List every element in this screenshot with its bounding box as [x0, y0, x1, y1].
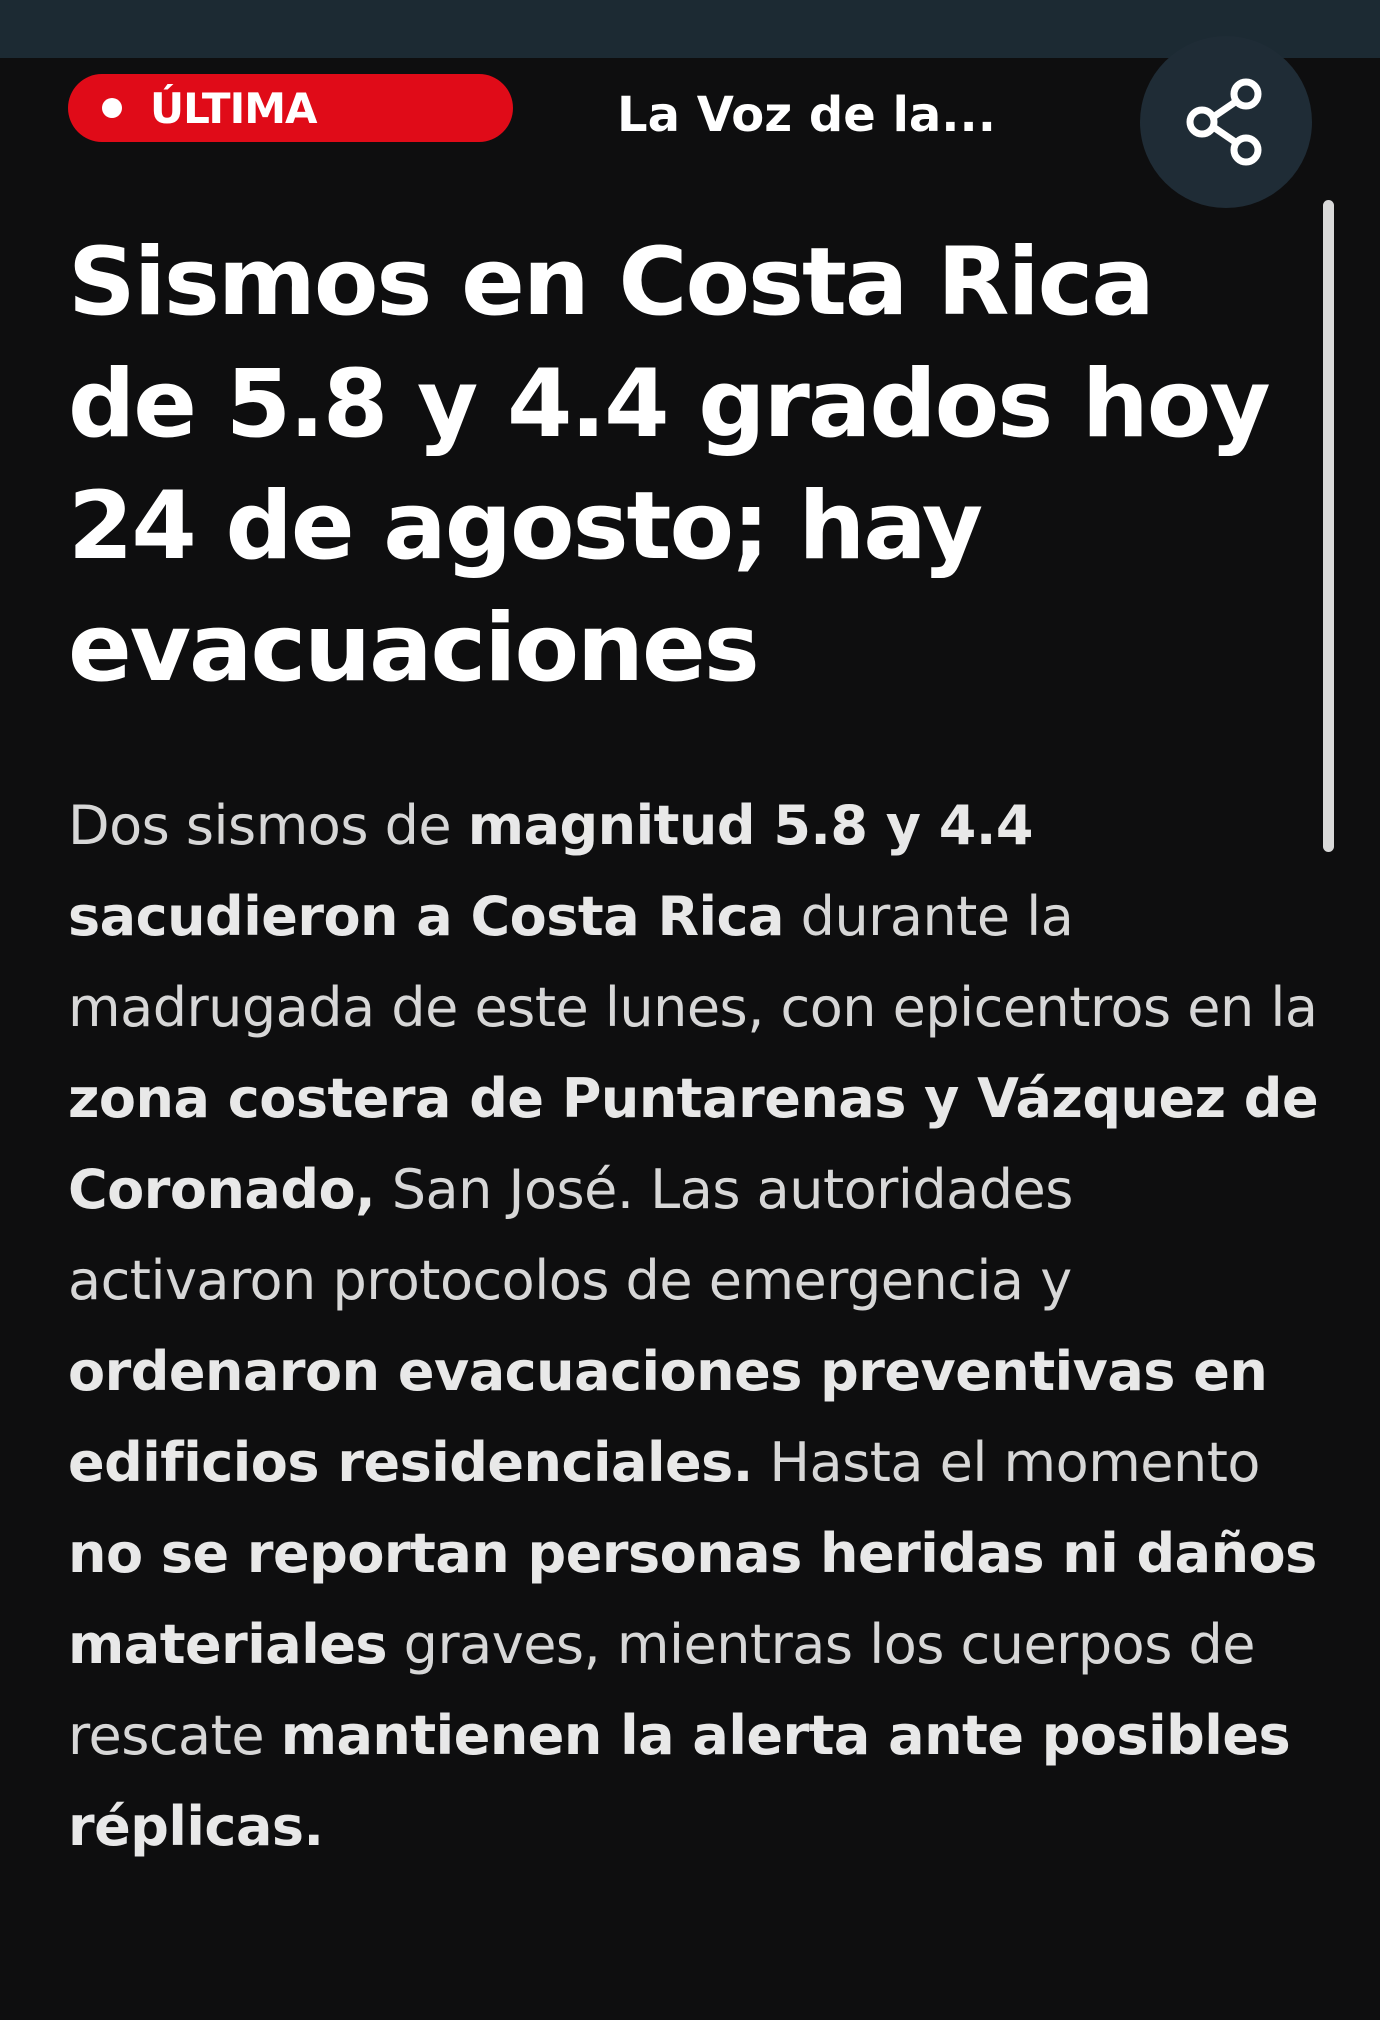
body-text: graves, mientras los cuerpos de rescate [68, 1613, 1255, 1767]
live-dot-icon [102, 98, 122, 118]
body-text: Dos sismos de [68, 794, 468, 857]
source-name[interactable]: La Voz de la... [617, 87, 997, 143]
article-top-bar [0, 58, 1380, 200]
body-text: durante la madrugada de este lunes, con epicentros en la [68, 885, 1318, 1039]
scrollbar-thumb[interactable] [1323, 200, 1334, 852]
body-highlight: zona costera de Puntarenas y Vázquez de Coronado, [68, 1067, 1319, 1221]
live-badge-label: ÚLTIMA [150, 83, 317, 133]
article-body [68, 780, 1320, 1872]
body-highlight: magnitud 5.8 y 4.4 sacudieron a Costa Rica [68, 794, 1033, 948]
body-highlight: ordenaron evacuaciones preventivas en edificios residenciales. [68, 1340, 1268, 1494]
article-headline: Sismos en Costa Rica de 5.8 y 4.4 grados hoy 24 de agosto; hay evacuaciones [68, 228, 1269, 703]
body-text: Hasta el momento [752, 1431, 1260, 1494]
share-icon [1184, 76, 1268, 168]
status-bar-strip [0, 0, 1380, 58]
share-button[interactable] [1140, 36, 1312, 208]
body-highlight: mantienen la alerta ante posibles réplicas. [68, 1704, 1291, 1858]
live-badge[interactable] [68, 74, 513, 142]
body-highlight: no se reportan personas heridas ni daños materiales [68, 1522, 1317, 1676]
body-text: San José. Las autoridades activaron protocolos de emergencia y [68, 1158, 1073, 1312]
